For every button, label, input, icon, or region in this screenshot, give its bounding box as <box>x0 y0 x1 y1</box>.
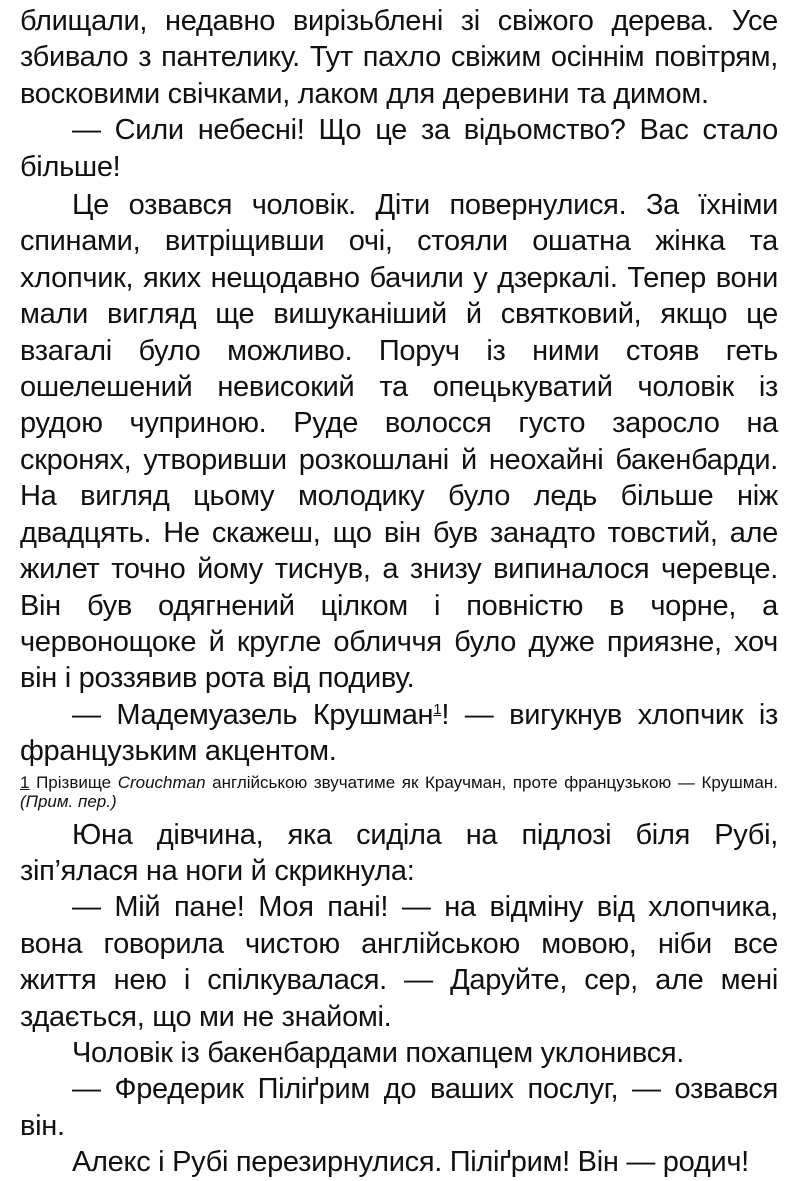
paragraph-3: Це озвався чоловік. Діти повернулися. За їхніми спинами, витріщивши очі, стояли ошатна жінка та хлопчик, яких нещодавно бачили у дзеркалі. Тепер вони мали вигляд ще вишуканіший й святковий, якщо це взагалі було можливо. Поруч із ними стояв геть ошелешений невисокий та опецькуватий чоловік із рудою чуприною. Руде волосся густо заросло на скронях, утворивши розкошлані й неохайні бакенбарди. На вигляд цьому молодику було ледь більше ніж двадцять. Не скажеш, що він був занадто товстий, але жилет точно йому тиснув, а знизу випиналося черевце. Він був одягнений цілком і повністю в чорне, а червонощоке й кругле обличчя було дуже приязне, хоч він і роззявив рота від подиву. <box>20 189 778 695</box>
footnote-number[interactable]: 1 <box>20 772 30 792</box>
document-page <box>20 3 778 1181</box>
dialogue-text: — Мадемуазель Крушман <box>72 698 434 731</box>
footnote-ref-link[interactable]: 1 <box>433 700 442 718</box>
dialogue-text-cont: ! — вигукнув хлопчик із французьким акцентом. <box>20 698 778 768</box>
paragraph-1: блищали, недавно вирізьблені зі свіжого дерева. Усе збивало з пантелику. Тут пахло свіжим осіннім повітрям, восковими свічками, лаком для деревини та димом. <box>20 5 778 110</box>
paragraph-8: — Фредерик Піліґрим до ваших послуг, — озвався він. <box>20 1073 778 1142</box>
footnote <box>20 773 778 811</box>
footnote-text-2: англійською звучатиме як Краучман, проте французькою — Крушман. <box>205 772 778 792</box>
footnote-original-name: Crouchman <box>117 772 206 792</box>
paragraph-9: Алекс і Рубі перезирнулися. Піліґрим! Він — родич! <box>72 1146 749 1179</box>
footnote-text: Прізвище <box>29 772 118 792</box>
paragraph-4 <box>20 697 778 770</box>
paragraph-5: Юна дівчина, яка сиділа на підлозі біля Рубі, зіп’ялася на ноги й скрикнула: <box>20 818 778 887</box>
paragraph-7: Чоловік із бакенбардами похапцем уклонився. <box>72 1036 685 1069</box>
paragraph-2: — Сили небесні! Що це за відьомство? Вас стало більше! <box>20 114 778 183</box>
paragraph-6: — Мій пане! Моя пані! — на відміну від хлопчика, вона говорила чистою англійською мовою, ніби все життя нею і спілкувалася. — Даруйте, сер, але мені здається, що ми не знайомі. <box>20 891 778 1033</box>
footnote-translator-note: (Прим. пер.) <box>20 791 117 811</box>
